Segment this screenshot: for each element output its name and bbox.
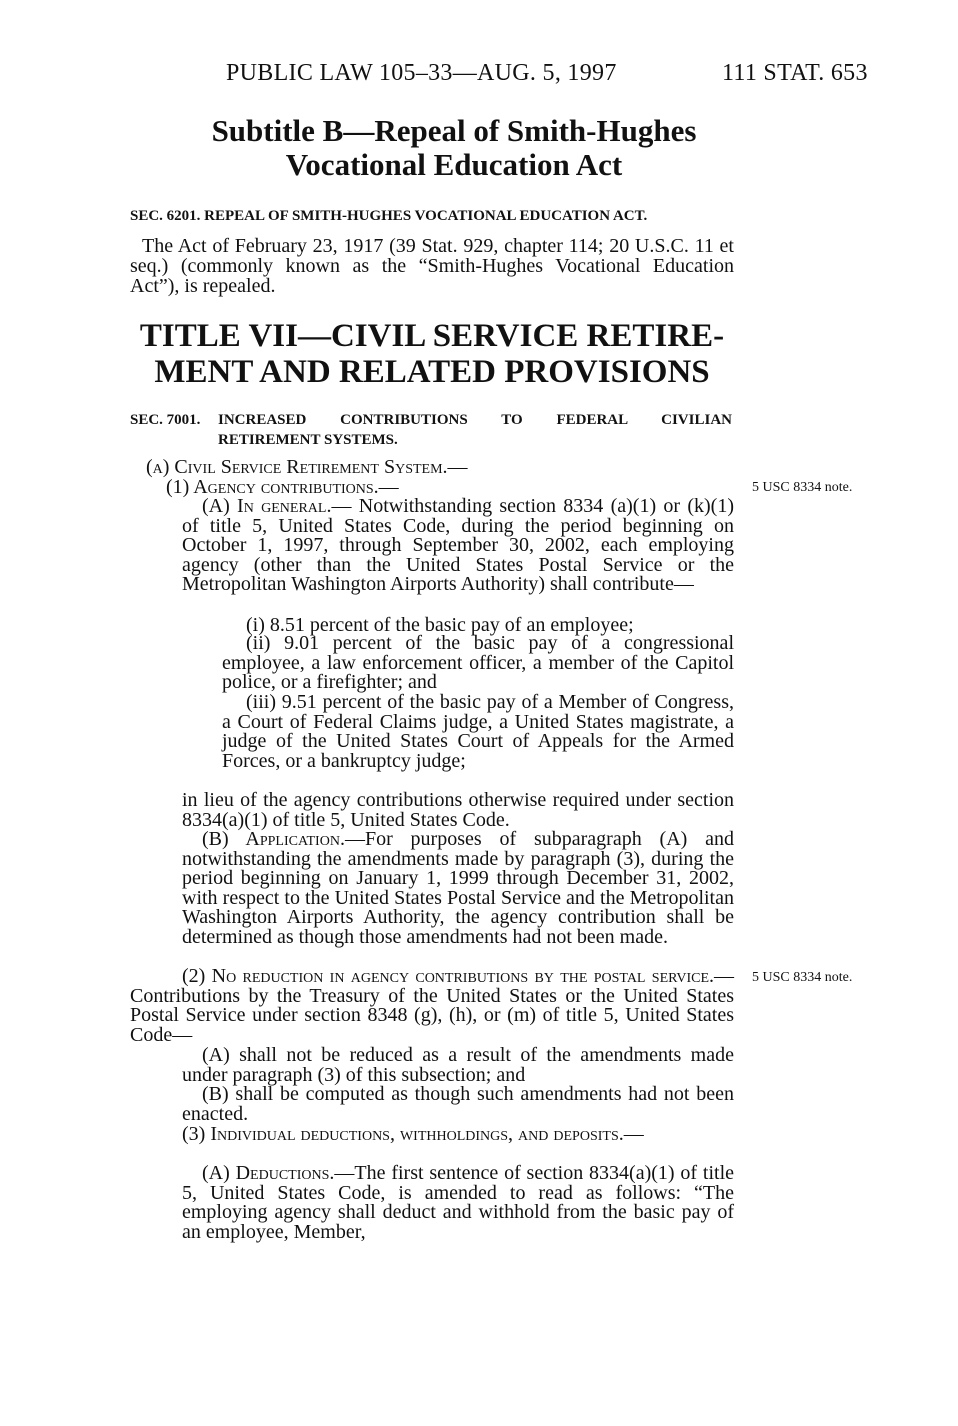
subtitle-b-heading — [154, 114, 754, 182]
clause-iii: (iii) 9.51 percent of the basic pay of a Member of Congress, a Court of Federal Claims judge, a United States magistrate, a judge of the United States Court of Appeals for the Armed Forces, or a bankruptcy judge; — [222, 691, 734, 772]
sec-7001-heading — [130, 410, 734, 450]
clause-ii: (ii) 9.01 percent of the basic pay of a congressional employee, a law enforcement officer, a member of the Capitol police, or a firefighter; and — [222, 632, 734, 694]
paragraph-2-text: Contributions by the Treasury of the United States or the United States Postal Service under section 8348 (g), (h), or (m) of title 5, United States Code— — [130, 984, 734, 1046]
subtitle-b-line2: Vocational Education Act — [285, 147, 623, 182]
paragraph-1A-text: Notwithstanding section 8334 (a)(1) or (k)(1) of title 5, United States Code, during the period beginning on October 1, 1997, through September 30, 2002, each employing agency (other than the United States Postal Service or the Metropolitan Washington Airports Authority) shall contribute— — [182, 495, 734, 596]
running-header-public-law: PUBLIC LAW 105–33—AUG. 5, 1997 — [226, 60, 617, 86]
subtitle-b-line1: Subtitle B—Repeal of Smith-Hughes — [211, 113, 697, 148]
margin-note-1: 5 USC 8334 note. — [752, 480, 853, 495]
paragraph-2 — [130, 967, 734, 1045]
in-lieu-clause: in lieu of the agency contributions otherwise required under section 8334(a)(1) of title 5, United States Code. — [182, 789, 734, 831]
paragraph-1A-label: (A) In general.— — [202, 495, 352, 517]
paragraph-2-label: (2) No reduction in agency contributions by the postal service.— — [182, 965, 734, 987]
clause-i: (i) 8.51 percent of the basic pay of an employee; — [246, 614, 634, 636]
sec-7001-title-line2: RETIREMENT SYSTEMS. — [218, 432, 398, 448]
title-vii-line2: MENT AND RELATED PROVISIONS — [154, 354, 710, 390]
paragraph-2A: (A) shall not be reduced as a result of the amendments made under paragraph (3) of this subsection; and — [182, 1044, 734, 1086]
subsection-a-heading: (a) Civil Service Retirement System.— — [146, 456, 468, 478]
sec-6201-body: The Act of February 23, 1917 (39 Stat. 929, chapter 114; 20 U.S.C. 11 et seq.) (commonly known as the “Smith-Hughes Vocational Education Act”), is repealed. — [130, 235, 734, 297]
paragraph-1B — [182, 830, 734, 948]
paragraph-3A-text: The first sentence of section 8334(a)(1) of title 5, United States Code, is amended to read as follows: “The employing agency shall deduct and withhold from the basic pay of an employee, Member, — [182, 1162, 735, 1243]
paragraph-1B-text: For purposes of subparagraph (A) and notwithstanding the amendments made by paragraph (3), during the period beginning on January 1, 1999 through December 31, 2002, with respect to the United States Postal Service and the Metropolitan Washington Airports Authority, the agency contribution shall be determined as though those amendments had not been made. — [182, 828, 735, 948]
title-vii-heading — [130, 318, 734, 390]
sec-6201-heading: SEC. 6201. REPEAL OF SMITH-HUGHES VOCATIONAL EDUCATION ACT. — [130, 208, 648, 224]
sec-7001-number: SEC. 7001. — [130, 412, 201, 428]
margin-note-2: 5 USC 8334 note. — [752, 970, 853, 985]
running-header-stat-page: 111 STAT. 653 — [722, 60, 868, 86]
paragraph-1B-label: (B) Application.— — [202, 828, 365, 850]
paragraph-3A — [182, 1164, 734, 1242]
sec-7001-title-line1: INCREASED CONTRIBUTIONS TO FEDERAL CIVILIAN — [218, 412, 732, 428]
paragraph-3A-label: (A) Deductions.— — [202, 1162, 355, 1184]
paragraph-2B: (B) shall be computed as though such amendments had not been enacted. — [182, 1083, 734, 1125]
title-vii-line1: TITLE VII—CIVIL SERVICE RETIRE- — [139, 318, 725, 354]
paragraph-3-heading: (3) Individual deductions, withholdings, and deposits.— — [182, 1123, 644, 1145]
paragraph-1-heading: (1) Agency contributions.— — [166, 476, 399, 498]
paragraph-1A — [182, 497, 734, 595]
